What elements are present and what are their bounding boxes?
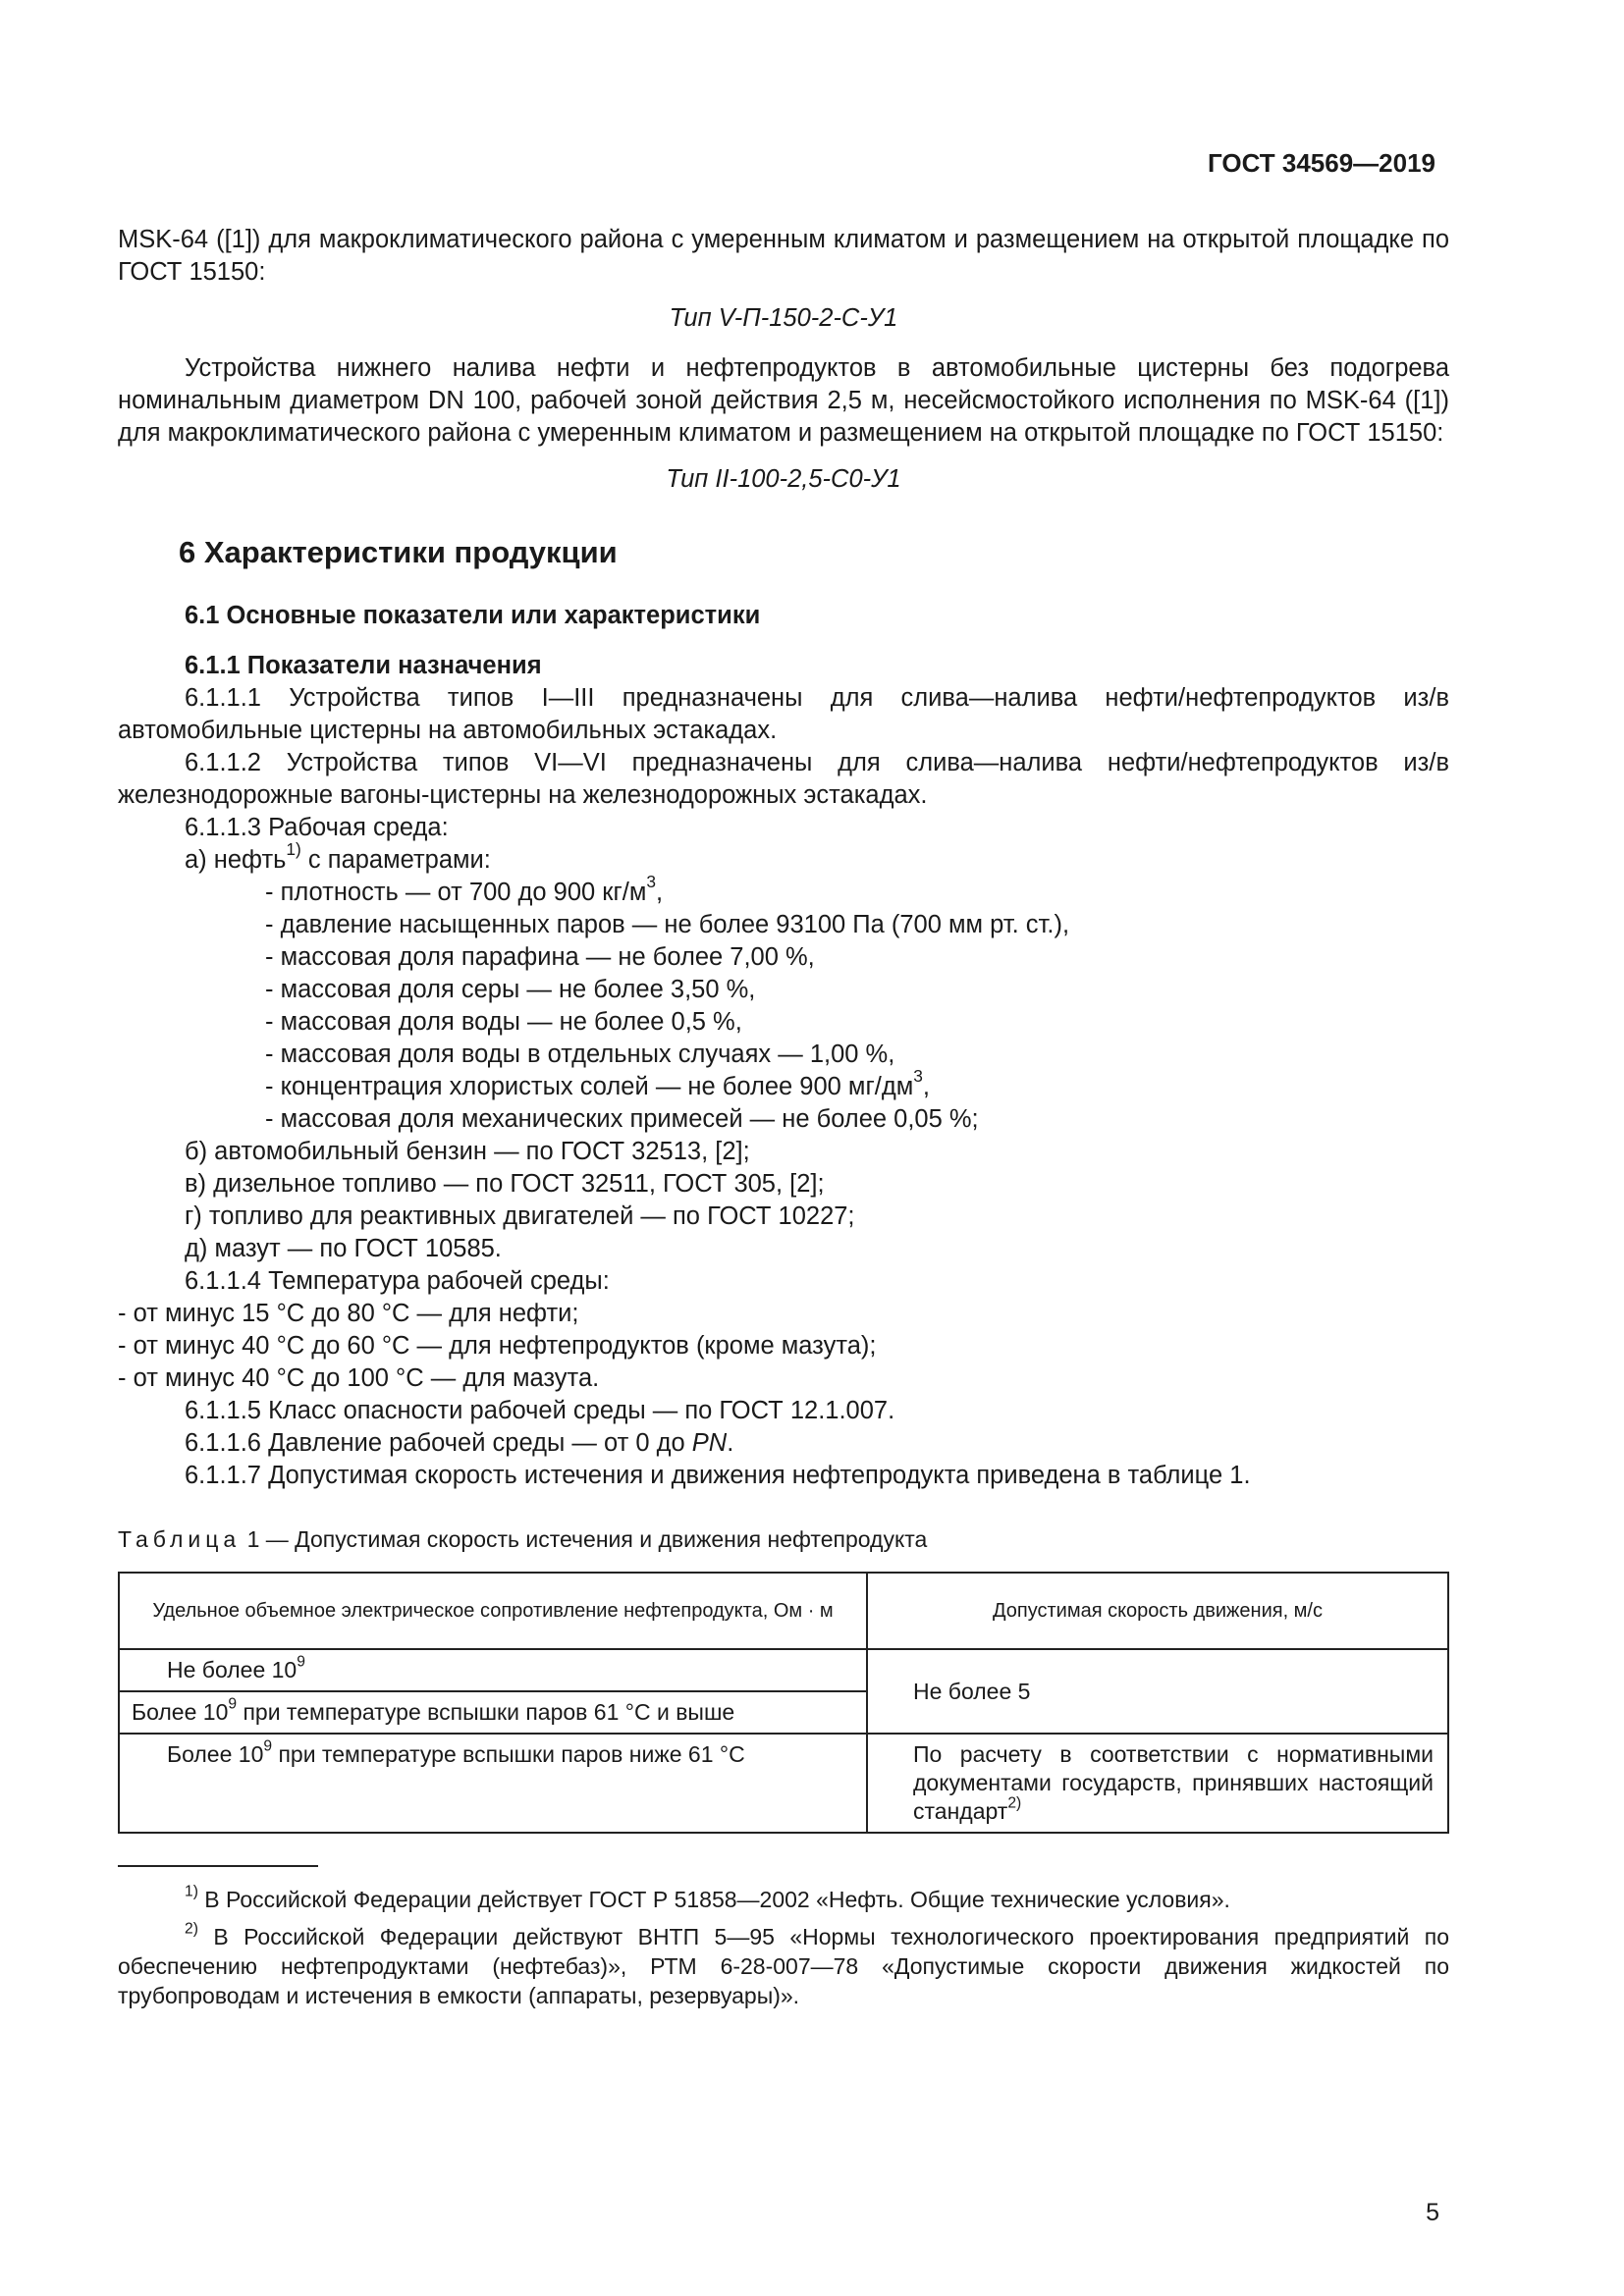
table-header-resistance: Удельное объемное электрическое сопротивление нефтепродукта, Ом · м (119, 1573, 867, 1649)
footnote-2 (118, 1922, 1449, 2010)
param-chloride (265, 1066, 1449, 1103)
cell-text-end: при температуре вспышки паров 61 °С и выше (237, 1699, 735, 1725)
param-density-end: , (656, 879, 664, 906)
item-6-1-1-6-text: 6.1.1.6 Давление рабочей среды — от 0 до (185, 1429, 692, 1457)
type-designation-1: Тип V-П-150-2-С-У1 (669, 304, 898, 332)
item-6-1-1-3: 6.1.1.3 Рабочая среда: (185, 814, 449, 841)
footnote-1-text: В Российской Федерации действует ГОСТ Р 51858—2002 «Нефть. Общие технические условия». (197, 1887, 1230, 1912)
param-water: - массовая доля воды — не более 0,5 %, (265, 1008, 742, 1036)
cell-text-end: при температуре вспышки паров ниже 61 °С (272, 1741, 745, 1767)
type-designation-2: Тип II-100-2,5-С0-У1 (666, 465, 901, 493)
cell-sup: 9 (297, 1653, 305, 1671)
footnote-mark-2: 2) (185, 1920, 198, 1938)
temp-products: - от минус 40 °С до 60 °С — для нефтепродуктов (кроме мазута); (118, 1332, 877, 1360)
table-row (119, 1649, 1448, 1691)
table-cell: Не более 5 (867, 1649, 1448, 1734)
cell-text: Более 10 (132, 1699, 229, 1725)
item-6-1-1-4: 6.1.1.4 Температура рабочей среды: (185, 1267, 610, 1295)
subsubsection-title: 6.1.1 Показатели назначения (185, 652, 542, 679)
param-density-text: - плотность — от 700 до 900 кг/м (265, 879, 647, 906)
item-6-1-1-6-end: . (727, 1429, 734, 1457)
table-caption-word: Таблица (118, 1526, 242, 1552)
item-oil-text-end: с параметрами: (300, 846, 491, 874)
param-water-special: - массовая доля воды в отдельных случаях — 1,00 %, (265, 1041, 895, 1068)
footnote-ref-2: 2) (1007, 1794, 1022, 1812)
table-caption-text: 1 — Допустимая скорость истечения и движения нефтепродукта (241, 1526, 928, 1552)
document-body (118, 224, 1449, 2010)
table-cell (867, 1734, 1448, 1833)
intro-paragraph-2: Устройства нижнего налива нефти и нефтепродуктов в автомобильные цистерны без подогрева номинальным диаметром DN 100, рабочей зоной действия 2,5 м, несейсмостойкого исполнения по MSK-64 ([1]) для макроклиматического района с умеренным климатом и размещением на открытой площадке по ГОСТ 15150: (118, 354, 1449, 447)
param-density (265, 872, 1449, 909)
velocity-table (118, 1572, 1449, 1834)
table-caption (118, 1523, 1449, 1556)
table-cell (119, 1649, 867, 1691)
item-jet-fuel: г) топливо для реактивных двигателей — по ГОСТ 10227; (185, 1202, 855, 1230)
param-chloride-sup: 3 (913, 1066, 923, 1086)
table-header-row (119, 1573, 1448, 1649)
subsection-title: 6.1 Основные показатели или характеристики (185, 602, 761, 629)
footnote-ref-1: 1) (286, 839, 301, 859)
param-sulfur: - массовая доля серы — не более 3,50 %, (265, 976, 756, 1003)
table-row (119, 1734, 1448, 1833)
param-mechanical: - массовая доля механических примесей — не более 0,05 %; (265, 1105, 979, 1133)
item-oil-text: а) нефть (185, 846, 287, 874)
param-pressure: - давление насыщенных паров — не более 93100 Па (700 мм рт. ст.), (265, 911, 1070, 938)
item-6-1-1-5: 6.1.1.5 Класс опасности рабочей среды — по ГОСТ 12.1.007. (185, 1397, 895, 1424)
param-density-sup: 3 (646, 872, 657, 891)
standard-header: ГОСТ 34569—2019 (1208, 148, 1435, 178)
temp-fuel-oil: - от минус 40 °С до 100 °С — для мазута. (118, 1364, 600, 1392)
table-header-velocity: Допустимая скорость движения, м/с (867, 1573, 1448, 1649)
item-6-1-1-7: 6.1.1.7 Допустимая скорость истечения и движения нефтепродукта приведена в таблице 1. (185, 1462, 1251, 1489)
item-6-1-1-6 (185, 1427, 1449, 1460)
temp-oil: - от минус 15 °С до 80 °С — для нефти; (118, 1300, 579, 1327)
item-6-1-1-2: 6.1.1.2 Устройства типов VI—VI предназначены для слива—налива нефти/нефтепродуктов из/в железнодорожные вагоны-цистерны на железнодорожных эстакадах. (118, 749, 1449, 809)
table-cell (119, 1734, 867, 1833)
item-diesel: в) дизельное топливо — по ГОСТ 32511, ГОСТ 305, [2]; (185, 1170, 825, 1198)
param-paraffin: - массовая доля парафина — не более 7,00 %, (265, 943, 815, 971)
item-6-1-1-1: 6.1.1.1 Устройства типов I—III предназначены для слива—налива нефти/нефтепродуктов из/в автомобильные цистерны на автомобильных эстакадах. (118, 684, 1449, 744)
section-title: 6 Характеристики продукции (179, 535, 618, 569)
cell-sup: 9 (228, 1695, 238, 1713)
item-oil (185, 839, 1449, 877)
cell-text: Более 10 (167, 1741, 264, 1767)
footnote-divider (118, 1865, 318, 1867)
cell-text: По расчету в соответствии с нормативными документами государств, принявших настоящий стандарт (913, 1741, 1434, 1824)
cell-sup: 9 (263, 1737, 273, 1755)
param-chloride-text: - концентрация хлористых солей — не более 900 мг/дм (265, 1073, 914, 1100)
param-chloride-end: , (922, 1073, 930, 1100)
footnote-1 (118, 1885, 1449, 1914)
footnote-mark-1: 1) (185, 1883, 198, 1900)
item-fuel-oil: д) мазут — по ГОСТ 10585. (185, 1235, 502, 1262)
pn-symbol: PN (691, 1429, 728, 1457)
table-cell (119, 1691, 867, 1734)
footnote-2-text: В Российской Федерации действуют ВНТП 5—95 «Нормы технологического проектирования предприятий по обеспечению нефтепродуктами (нефтебаз)», РТМ 6-28-007—78 «Допустимые скорости движения жидкостей по трубопроводам и истечения в емкости (аппараты, резервуары)». (118, 1924, 1449, 2008)
item-gasoline: б) автомобильный бензин — по ГОСТ 32513, [2]; (185, 1138, 750, 1165)
intro-paragraph-1: MSK-64 ([1]) для макроклиматического района с умеренным климатом и размещением на открытой площадке по ГОСТ 15150: (118, 226, 1449, 286)
page-number: 5 (1426, 2199, 1439, 2226)
cell-text: Не более 10 (167, 1657, 298, 1682)
